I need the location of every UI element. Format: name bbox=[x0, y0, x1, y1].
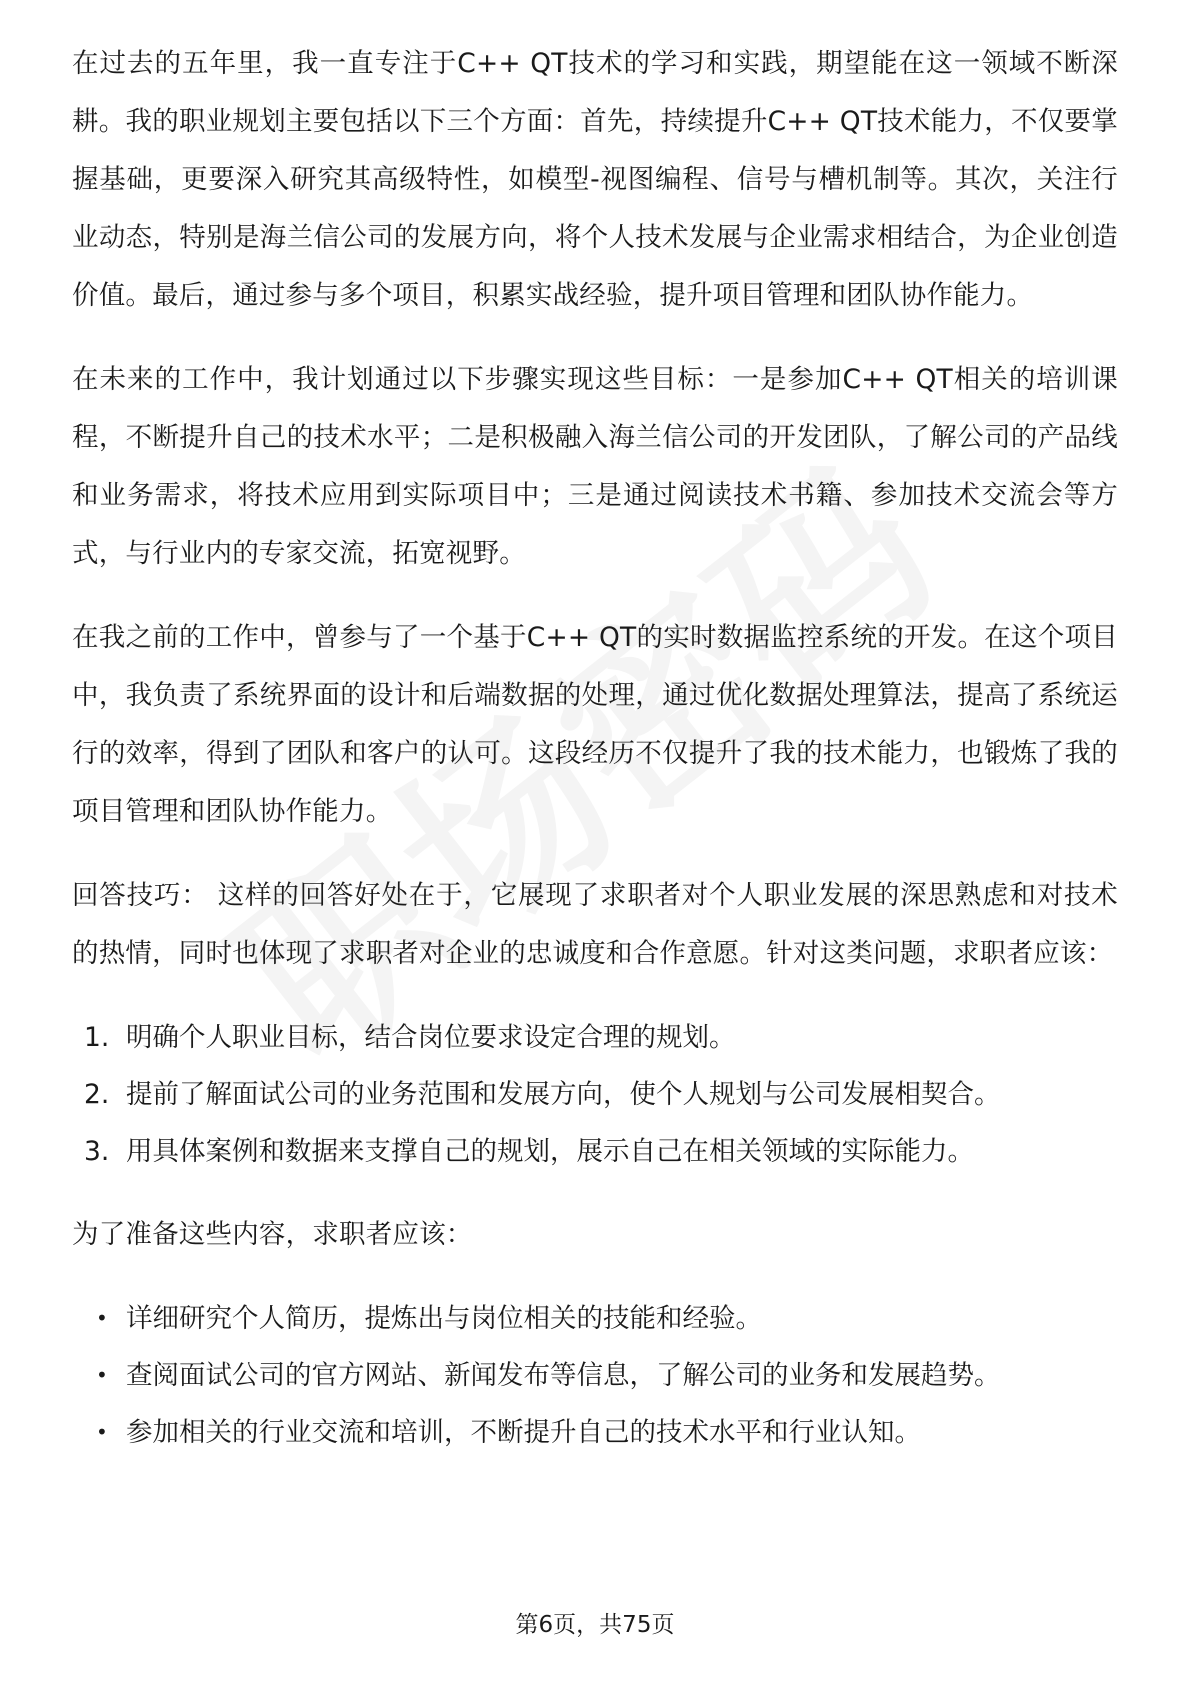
list-item bbox=[72, 1290, 1118, 1347]
list-item-text: 提前了解面试公司的业务范围和发展方向，使个人规划与公司发展相契合。 bbox=[126, 1079, 1001, 1110]
list-number: 3. bbox=[84, 1136, 110, 1167]
list-item-text: 明确个人职业目标，结合岗位要求设定合理的规划。 bbox=[126, 1022, 736, 1053]
list-item bbox=[72, 1404, 1118, 1461]
bullet-icon: • bbox=[96, 1420, 108, 1444]
paragraph-prep-intro: 为了准备这些内容，求职者应该： bbox=[72, 1219, 473, 1250]
paragraph-past-experience: 在我之前的工作中，曾参与了一个基于C++ QT的实时数据监控系统的开发。在这个项目中，我负责了系统界面的设计和后端数据的处理，通过优化数据处理算法，提高了系统运行的效率，得到了团队和客户的认可。这段经历不仅提升了我的技术能力，也锻炼了我的项目管理和团队协作能力。 bbox=[72, 622, 1118, 827]
numbered-list bbox=[72, 1009, 1118, 1180]
list-item-text: 详细研究个人简历，提炼出与岗位相关的技能和经验。 bbox=[126, 1303, 762, 1334]
bullet-list bbox=[72, 1290, 1118, 1461]
bullet-icon: • bbox=[96, 1306, 108, 1330]
list-item bbox=[72, 1009, 1118, 1066]
list-item-text: 参加相关的行业交流和培训，不断提升自己的技术水平和行业认知。 bbox=[126, 1417, 921, 1448]
document-body bbox=[72, 35, 1118, 1487]
bullet-icon: • bbox=[96, 1363, 108, 1387]
list-item bbox=[72, 1347, 1118, 1404]
paragraph-career-plan: 在过去的五年里，我一直专注于C++ QT技术的学习和实践，期望能在这一领域不断深耕。我的职业规划主要包括以下三个方面：首先，持续提升C++ QT技术能力，不仅要掌握基础，更要深入研究其高级特性，如模型-视图编程、信号与槽机制等。其次，关注行业动态，特别是海兰信公司的发展方向，将个人技术发展与企业需求相结合，为企业创造价值。最后，通过参与多个项目，积累实战经验，提升项目管理和团队协作能力。 bbox=[72, 48, 1118, 311]
list-item-text: 查阅面试公司的官方网站、新闻发布等信息，了解公司的业务和发展趋势。 bbox=[126, 1360, 1001, 1391]
paragraph-answer-tips: 回答技巧： 这样的回答好处在于，它展现了求职者对个人职业发展的深思熟虑和对技术的热情，同时也体现了求职者对企业的忠诚度和合作意愿。针对这类问题，求职者应该： bbox=[72, 880, 1118, 969]
list-item-text: 用具体案例和数据来支撑自己的规划，展示自己在相关领域的实际能力。 bbox=[126, 1136, 974, 1167]
list-number: 2. bbox=[84, 1079, 110, 1110]
list-number: 1. bbox=[84, 1022, 110, 1053]
paragraph-future-steps: 在未来的工作中，我计划通过以下步骤实现这些目标：一是参加C++ QT相关的培训课程，不断提升自己的技术水平；二是积极融入海兰信公司的开发团队，了解公司的产品线和业务需求，将技术应用到实际项目中；三是通过阅读技术书籍、参加技术交流会等方式，与行业内的专家交流，拓宽视野。 bbox=[72, 364, 1118, 569]
page-number: 第6页，共75页 bbox=[515, 1612, 675, 1638]
list-item bbox=[72, 1066, 1118, 1123]
list-item bbox=[72, 1123, 1118, 1180]
